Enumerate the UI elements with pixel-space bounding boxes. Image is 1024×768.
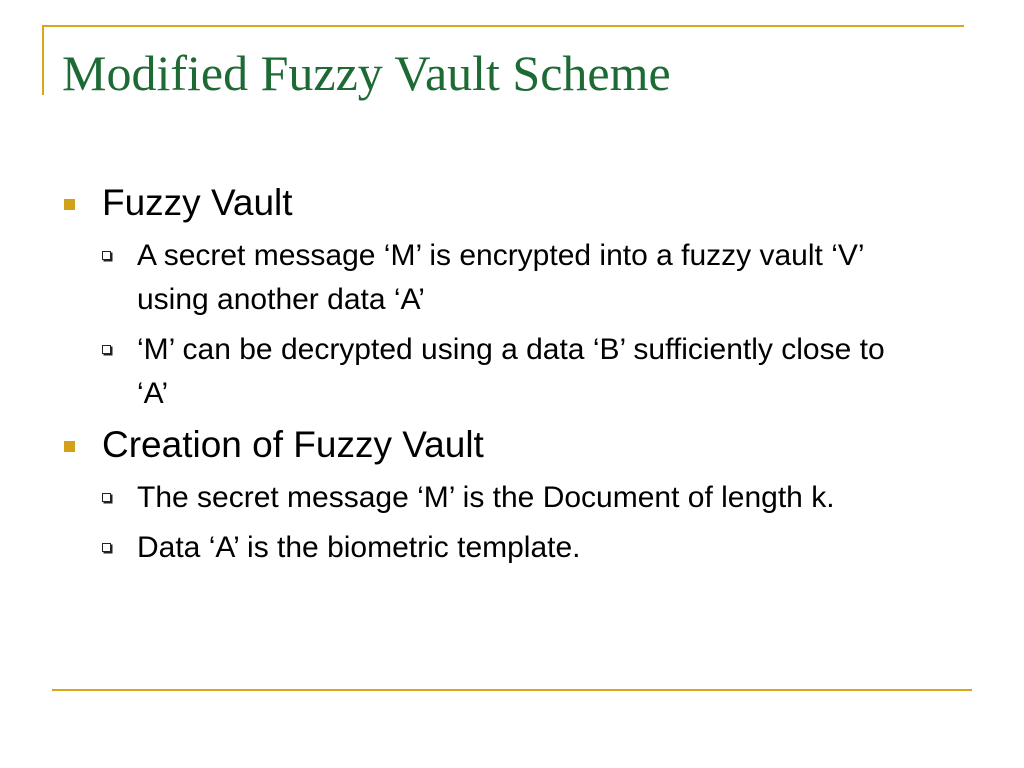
square-bullet-icon xyxy=(64,199,75,210)
section-creation-of-fuzzy-vault xyxy=(62,422,972,570)
bullet-text: ‘M’ can be decrypted using a data ‘B’ sufficiently close to ‘A’ xyxy=(137,333,885,410)
bullet-level1 xyxy=(62,422,972,468)
bullet-text: A secret message ‘M’ is encrypted into a fuzzy vault ‘V’ using another data ‘A’ xyxy=(137,239,864,316)
section-fuzzy-vault xyxy=(62,180,972,416)
bullet-level2 xyxy=(62,476,917,520)
section-heading: Fuzzy Vault xyxy=(102,182,293,223)
hollow-square-bullet-icon xyxy=(102,543,111,552)
bullet-level2 xyxy=(62,526,917,570)
bottom-divider xyxy=(52,689,972,691)
slide-content xyxy=(62,180,972,576)
hollow-square-bullet-icon xyxy=(102,251,111,260)
left-divider xyxy=(42,25,44,95)
section-heading: Creation of Fuzzy Vault xyxy=(102,424,484,465)
square-bullet-icon xyxy=(64,441,75,452)
hollow-square-bullet-icon xyxy=(102,345,111,354)
bullet-text: Data ‘A’ is the biometric template. xyxy=(137,531,581,564)
slide-title: Modified Fuzzy Vault Scheme xyxy=(62,45,671,101)
bullet-level1 xyxy=(62,180,972,226)
hollow-square-bullet-icon xyxy=(102,493,111,502)
top-divider xyxy=(42,25,964,27)
bullet-text: The secret message ‘M’ is the Document of length k. xyxy=(137,481,835,514)
bullet-level2 xyxy=(62,328,917,416)
bullet-level2 xyxy=(62,234,917,322)
